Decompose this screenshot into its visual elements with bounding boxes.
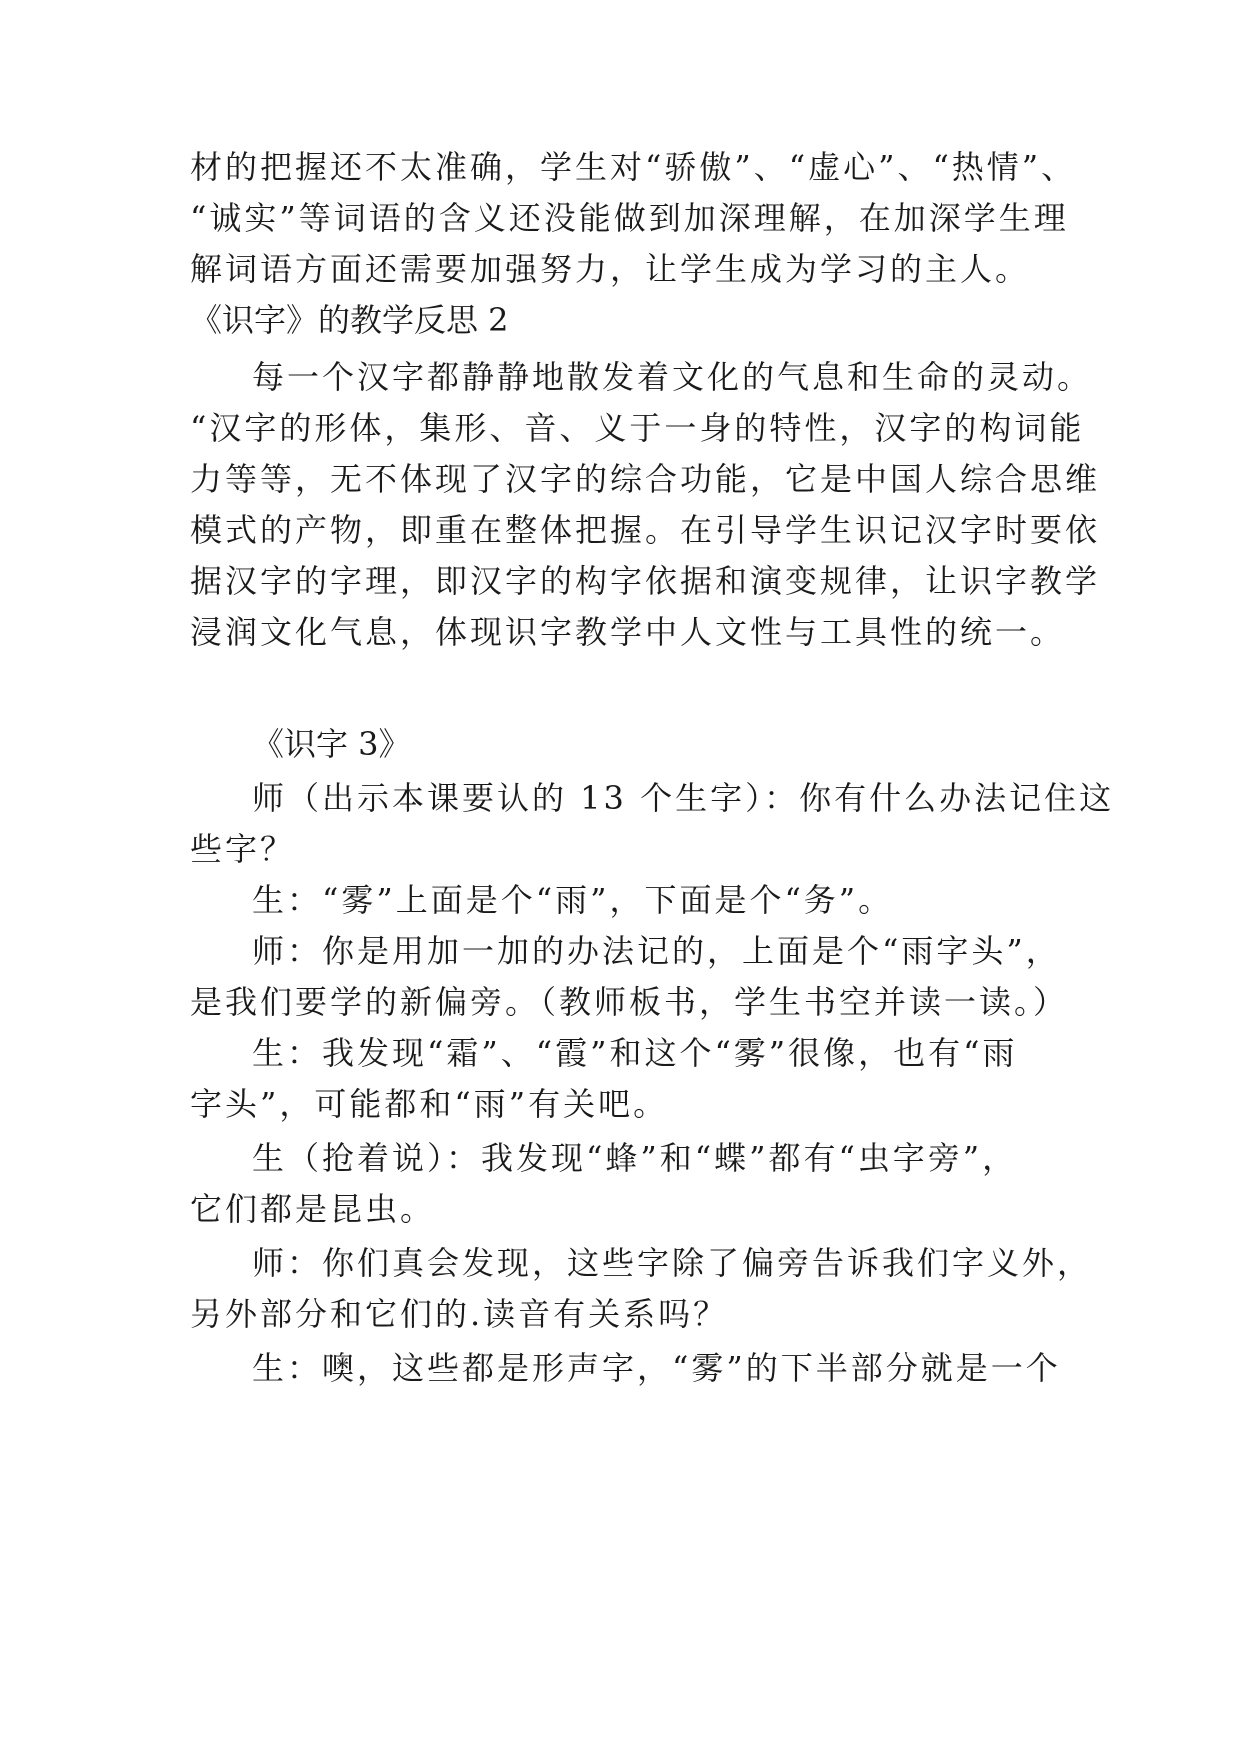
paragraph-line: 师：你们真会发现，这些字除了偏旁告诉我们字义外， [252,1244,1093,1282]
paragraph-line: 浸润文化气息，体现识字教学中人文性与工具性的统一。 [190,613,1066,651]
article-title: 《识字 3》 [252,725,411,763]
paragraph-line: 生（抢着说）：我发现“蜂”和“蝶”都有“虫字旁”， [252,1139,1018,1177]
paragraph-line: 师（出示本课要认的 13 个生字）：你有什么办法记住这 [252,779,1115,817]
paragraph-line: 生：噢，这些都是形声字，“雾”的下半部分就是一个 [252,1349,1061,1387]
paragraph-line: 生：我发现“霜”、“霞”和这个“雾”很像，也有“雨 [252,1034,1018,1072]
paragraph-line: “诚实”等词语的含义还没能做到加深理解，在加深学生理 [190,199,1069,237]
paragraph-line: 解词语方面还需要加强努力，让学生成为学习的主人。 [190,250,1031,288]
paragraph-line: 些字？ [190,830,296,868]
paragraph-line: 每一个汉字都静静地散发着文化的气息和生命的灵动。 [252,358,1093,396]
paragraph-line: 力等等，无不体现了汉字的综合功能，它是中国人综合思维 [190,460,1101,498]
paragraph-line: “汉字的形体，集形、音、义于一身的特性，汉字的构词能 [190,409,1085,447]
paragraph-line: 据汉字的字理，即汉字的构字依据和演变规律，让识字教学 [190,562,1101,600]
paragraph-line: 材的把握还不太准确，学生对“骄傲”、“虚心”、“热情”、 [190,148,1077,186]
paragraph-line: 生：“雾”上面是个“雨”，下面是个“务”。 [252,881,894,919]
paragraph-line: 另外部分和它们的.读音有关系吗？ [190,1295,729,1333]
paragraph-line: 字头”，可能都和“雨”有关吧。 [190,1085,669,1123]
paragraph-line: 模式的产物，即重在整体把握。在引导学生识记汉字时要依 [190,511,1101,549]
section-heading: 《识字》的教学反思 2 [190,301,509,339]
paragraph-line: 是我们要学的新偏旁。（教师板书，学生书空并读一读。） [190,983,1069,1021]
paragraph-line: 师：你是用加一加的办法记的，上面是个“雨字头”， [252,932,1061,970]
paragraph-line: 它们都是昆虫。 [190,1190,436,1228]
